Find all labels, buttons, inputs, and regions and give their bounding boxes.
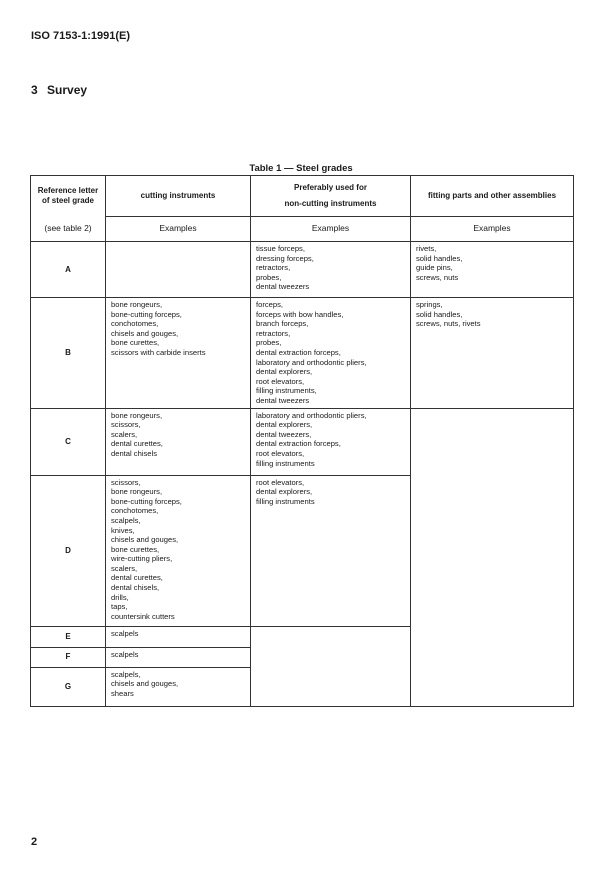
- cutting-cell: [106, 647, 251, 667]
- table-row: [31, 408, 574, 475]
- list-item: bone-cutting forceps,: [111, 496, 182, 506]
- section-heading: [31, 83, 87, 97]
- list-item: dental explorers,: [256, 487, 313, 497]
- list-item: tissue forceps,: [256, 244, 305, 253]
- list-item: probes,: [256, 338, 282, 348]
- list-item: filling instruments: [256, 458, 315, 468]
- cutting-cell: [106, 408, 251, 475]
- fitting-cell: [411, 298, 574, 409]
- cutting-cell: [106, 626, 251, 647]
- list-item: filling instruments: [256, 496, 315, 506]
- list-item: forceps with bow handles,: [256, 309, 344, 319]
- list-item: chisels and gouges,: [111, 535, 179, 545]
- list-item: scalers,: [111, 429, 138, 439]
- list-item: bone curettes,: [111, 544, 160, 554]
- list-item: bone curettes,: [111, 338, 160, 348]
- list-item: dental extraction forceps,: [256, 347, 341, 357]
- list-item: conchotomes,: [111, 506, 159, 516]
- page-number: 2: [31, 836, 38, 848]
- list-item: retractors,: [256, 263, 291, 273]
- list-item: drills,: [111, 592, 129, 602]
- cutting-cell: [106, 298, 251, 409]
- list-item: dental tweezers: [256, 395, 310, 405]
- list-item: solid handles,: [416, 309, 463, 319]
- list-item: scalpels: [111, 649, 139, 659]
- list-item: root elevators,: [256, 376, 305, 386]
- list-item: scalers,: [111, 563, 138, 573]
- list-item: root elevators,: [256, 477, 305, 487]
- list-item: screws, nuts: [416, 272, 459, 282]
- grade-cell: C: [31, 408, 106, 475]
- grade-cell: A: [31, 242, 106, 298]
- list-item: dental curettes,: [111, 439, 163, 449]
- list-item: laboratory and orthodontic pliers,: [256, 357, 367, 367]
- header-reference: Reference letter of steel grade: [31, 176, 106, 217]
- noncutting-cell: [251, 298, 411, 409]
- list-item: solid handles,: [416, 253, 463, 263]
- header-noncutting-label: non-cutting instruments: [284, 199, 377, 208]
- list-item: scalpels: [111, 628, 139, 638]
- grade-cell: D: [31, 475, 106, 626]
- list-item: chisels and gouges,: [111, 679, 179, 689]
- list-item: bone rongeurs,: [111, 487, 163, 497]
- list-item: dental explorers,: [256, 367, 313, 377]
- document-header: ISO 7153-1:1991(E): [31, 30, 131, 42]
- grade-cell: B: [31, 298, 106, 409]
- table-row: [31, 298, 574, 409]
- list-item: branch forceps,: [256, 319, 309, 329]
- list-item: bone rongeurs,: [111, 300, 163, 309]
- list-item: bone rongeurs,: [111, 410, 163, 420]
- list-item: springs,: [416, 300, 443, 309]
- list-item: dental curettes,: [111, 573, 163, 583]
- list-item: scalpels,: [111, 515, 141, 525]
- fitting-cell: [411, 242, 574, 298]
- header-noncutting: [251, 176, 411, 217]
- noncutting-cell-empty: [251, 626, 411, 706]
- list-item: scalpels,: [111, 669, 141, 679]
- list-item: conchotomes,: [111, 319, 159, 329]
- list-item: filling instruments,: [256, 386, 317, 396]
- header-reference-note: (see table 2): [31, 217, 106, 242]
- list-item: bone-cutting forceps,: [111, 309, 182, 319]
- list-item: scissors with carbide inserts: [111, 347, 206, 357]
- list-item: shears: [111, 688, 134, 698]
- grade-cell: E: [31, 626, 106, 647]
- cutting-cell: [106, 667, 251, 706]
- table-row: [31, 242, 574, 298]
- list-item: scissors,: [111, 420, 141, 430]
- list-item: laboratory and orthodontic pliers,: [256, 410, 367, 420]
- header-fitting: fitting parts and other assemblies: [411, 176, 574, 217]
- list-item: taps,: [111, 602, 128, 612]
- list-item: dental explorers,: [256, 420, 313, 430]
- list-item: probes,: [256, 272, 282, 282]
- noncutting-cell: [251, 242, 411, 298]
- list-item: screws, nuts, rivets: [416, 319, 481, 329]
- list-item: rivets,: [416, 244, 437, 253]
- section-number: 3: [31, 83, 38, 97]
- list-item: root elevators,: [256, 448, 305, 458]
- list-item: dental tweezers: [256, 282, 310, 292]
- examples-fitting: Examples: [411, 217, 574, 242]
- list-item: dental chisels: [111, 448, 158, 458]
- list-item: wire-cutting pliers,: [111, 554, 173, 564]
- list-item: guide pins,: [416, 263, 453, 273]
- noncutting-cell: [251, 475, 411, 626]
- list-item: dressing forceps,: [256, 253, 314, 263]
- list-item: knives,: [111, 525, 135, 535]
- examples-noncutting: Examples: [251, 217, 411, 242]
- grade-cell: G: [31, 667, 106, 706]
- list-item: chisels and gouges,: [111, 328, 179, 338]
- list-item: forceps,: [256, 300, 284, 309]
- cutting-cell: [106, 242, 251, 298]
- cutting-cell: [106, 475, 251, 626]
- table-caption: Table 1 — Steel grades: [249, 163, 353, 174]
- noncutting-cell: [251, 408, 411, 475]
- list-item: dental chisels,: [111, 583, 160, 593]
- section-title: Survey: [47, 83, 88, 97]
- list-item: dental extraction forceps,: [256, 439, 341, 449]
- header-group: Preferably used for: [294, 183, 367, 192]
- list-item: countersink cutters: [111, 611, 175, 621]
- examples-cutting: Examples: [106, 217, 251, 242]
- list-item: dental tweezers,: [256, 429, 312, 439]
- fitting-cell-empty: [411, 408, 574, 706]
- grade-cell: F: [31, 647, 106, 667]
- list-item: retractors,: [256, 328, 291, 338]
- list-item: scissors,: [111, 477, 141, 487]
- header-cutting: cutting instruments: [106, 176, 251, 217]
- steel-grades-table: [30, 175, 574, 707]
